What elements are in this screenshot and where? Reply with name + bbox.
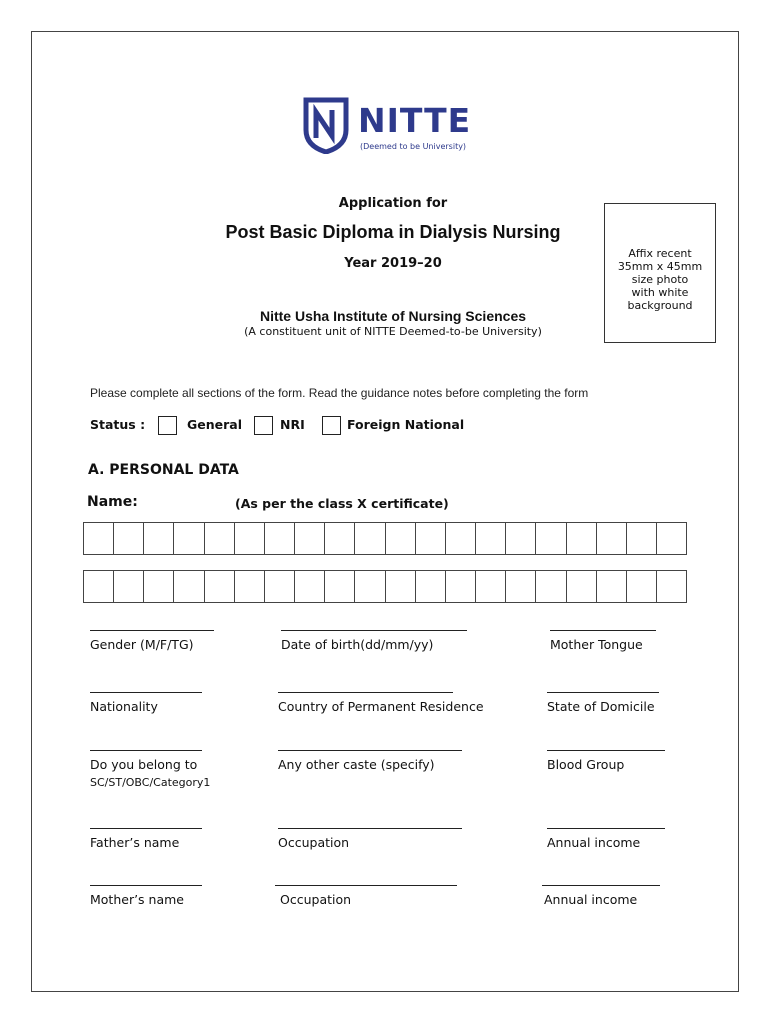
nationality-field[interactable] xyxy=(90,692,202,714)
status-general-label: General xyxy=(187,417,242,432)
mother-tongue-field[interactable] xyxy=(550,630,656,652)
name-letter-box[interactable] xyxy=(475,522,505,555)
photo-instructions: Affix recent 35mm x 45mm size photo with white background xyxy=(617,247,703,312)
father-occupation-label: Occupation xyxy=(278,835,350,850)
name-letter-box[interactable] xyxy=(415,570,445,603)
nitte-shield-icon xyxy=(302,96,350,154)
name-letter-box[interactable] xyxy=(505,522,535,555)
name-letter-box[interactable] xyxy=(234,522,264,555)
name-letter-box[interactable] xyxy=(596,570,626,603)
institute-name: Nitte Usha Institute of Nursing Sciences xyxy=(259,308,527,324)
academic-year: Year 2019–20 xyxy=(344,256,442,271)
status-foreign-label: Foreign National xyxy=(347,417,465,432)
name-letter-box[interactable] xyxy=(324,570,354,603)
mother-name-label: Mother’s name xyxy=(90,892,184,907)
category-label-line2: SC/ST/OBC/Category1 xyxy=(90,776,211,789)
mother-name-field[interactable] xyxy=(90,885,202,907)
mother-occupation-field[interactable] xyxy=(275,885,457,907)
name-letter-box[interactable] xyxy=(626,522,656,555)
status-general-checkbox[interactable] xyxy=(158,416,177,435)
mother-tongue-label: Mother Tongue xyxy=(550,637,643,652)
name-letter-box[interactable] xyxy=(354,570,384,603)
name-letter-box[interactable] xyxy=(385,570,415,603)
name-letter-box[interactable] xyxy=(173,570,203,603)
state-label: State of Domicile xyxy=(547,699,655,714)
father-occupation-field[interactable] xyxy=(278,828,462,850)
name-letter-box[interactable] xyxy=(83,522,113,555)
form-title: Post Basic Diploma in Dialysis Nursing xyxy=(225,222,561,242)
father-income-field[interactable] xyxy=(547,828,665,850)
nitte-logo xyxy=(302,96,472,156)
name-grid-row-1[interactable] xyxy=(83,522,687,555)
country-label: Country of Permanent Residence xyxy=(278,699,484,714)
status-nri-checkbox[interactable] xyxy=(254,416,273,435)
name-letter-box[interactable] xyxy=(113,570,143,603)
section-a-heading: A. PERSONAL DATA xyxy=(88,462,239,478)
name-letter-box[interactable] xyxy=(656,522,687,555)
name-letter-box[interactable] xyxy=(445,570,475,603)
name-letter-box[interactable] xyxy=(204,570,234,603)
caste-label: Any other caste (specify) xyxy=(278,757,435,772)
name-letter-box[interactable] xyxy=(113,522,143,555)
name-letter-box[interactable] xyxy=(204,522,234,555)
name-letter-box[interactable] xyxy=(566,522,596,555)
country-field[interactable] xyxy=(278,692,484,714)
gender-label: Gender (M/F/TG) xyxy=(90,637,194,652)
mother-occupation-label: Occupation xyxy=(280,892,352,907)
name-letter-box[interactable] xyxy=(656,570,687,603)
name-letter-box[interactable] xyxy=(415,522,445,555)
name-letter-box[interactable] xyxy=(475,570,505,603)
name-letter-box[interactable] xyxy=(143,522,173,555)
category-label: Do you belong to xyxy=(90,757,198,772)
name-letter-box[interactable] xyxy=(535,522,565,555)
guidance-text: Please complete all sections of the form. Read the guidance notes before completing the form xyxy=(90,386,589,400)
name-grid-row-2[interactable] xyxy=(83,570,687,603)
photo-box[interactable] xyxy=(604,203,716,343)
name-letter-box[interactable] xyxy=(566,570,596,603)
name-note: (As per the class X certificate) xyxy=(235,496,449,511)
mother-income-label: Annual income xyxy=(544,892,638,907)
name-letter-box[interactable] xyxy=(264,570,294,603)
name-letter-box[interactable] xyxy=(234,570,264,603)
status-label: Status : xyxy=(90,417,146,432)
name-letter-box[interactable] xyxy=(143,570,173,603)
gender-field[interactable] xyxy=(90,630,214,652)
name-label: Name: xyxy=(87,494,138,510)
name-letter-box[interactable] xyxy=(294,522,324,555)
institute-subtitle: (A constituent unit of NITTE Deemed-to-be University) xyxy=(244,325,542,338)
dob-label: Date of birth(dd/mm/yy) xyxy=(281,637,434,652)
name-letter-box[interactable] xyxy=(626,570,656,603)
name-letter-box[interactable] xyxy=(354,522,384,555)
father-name-label: Father’s name xyxy=(90,835,180,850)
name-letter-box[interactable] xyxy=(324,522,354,555)
status-nri-label: NRI xyxy=(280,417,305,432)
category-field[interactable] xyxy=(90,750,210,789)
name-letter-box[interactable] xyxy=(173,522,203,555)
father-name-field[interactable] xyxy=(90,828,202,850)
logo-wordmark: NITTE xyxy=(358,101,472,140)
name-letter-box[interactable] xyxy=(445,522,475,555)
dob-field[interactable] xyxy=(281,630,467,652)
mother-income-field[interactable] xyxy=(542,885,660,907)
name-letter-box[interactable] xyxy=(385,522,415,555)
name-letter-box[interactable] xyxy=(505,570,535,603)
father-income-label: Annual income xyxy=(547,835,641,850)
name-letter-box[interactable] xyxy=(596,522,626,555)
caste-field[interactable] xyxy=(278,750,462,772)
name-letter-box[interactable] xyxy=(294,570,324,603)
name-letter-box[interactable] xyxy=(535,570,565,603)
blood-group-label: Blood Group xyxy=(547,757,625,772)
state-field[interactable] xyxy=(547,692,659,714)
name-letter-box[interactable] xyxy=(264,522,294,555)
application-for: Application for xyxy=(338,196,448,211)
logo-tagline: (Deemed to be University) xyxy=(360,142,467,151)
name-letter-box[interactable] xyxy=(83,570,113,603)
blood-group-field[interactable] xyxy=(547,750,665,772)
nationality-label: Nationality xyxy=(90,699,158,714)
status-foreign-checkbox[interactable] xyxy=(322,416,341,435)
